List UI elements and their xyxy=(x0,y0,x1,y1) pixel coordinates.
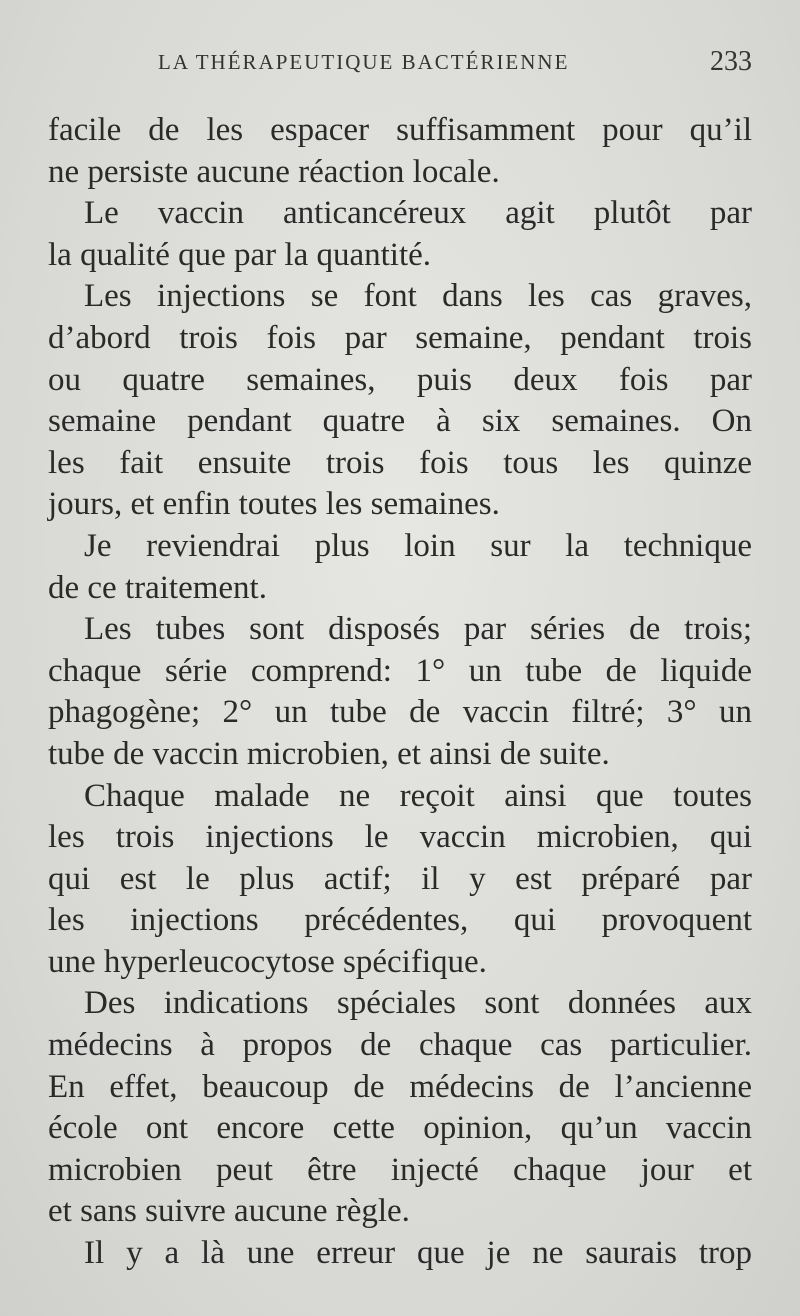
text-line: une hyperleucocytose spécifique. xyxy=(48,943,487,980)
text-line: Le vaccin anticancéreux agit plutôt par xyxy=(84,195,752,232)
page-header xyxy=(48,46,752,82)
text-line: microbien peut être injecté chaque jour et xyxy=(48,1151,752,1188)
text-line: semaine pendant quatre à six semaines. On xyxy=(48,403,752,440)
text-line: Les injections se font dans les cas graves, xyxy=(84,278,752,315)
text-line: les fait ensuite trois fois tous les quinze xyxy=(48,444,752,481)
text-line: ne persiste aucune réaction locale. xyxy=(48,153,500,190)
text-line: médecins à propos de chaque cas particulier. xyxy=(48,1027,752,1064)
text-line: de ce traitement. xyxy=(48,569,267,606)
text-line: Les tubes sont disposés par séries de trois; xyxy=(84,611,752,648)
text-line: d’abord trois fois par semaine, pendant trois xyxy=(48,319,752,356)
text-line: Je reviendrai plus loin sur la technique xyxy=(84,527,752,564)
text-line: et sans suivre aucune règle. xyxy=(48,1193,410,1230)
text-line: Chaque malade ne reçoit ainsi que toutes xyxy=(84,777,752,814)
text-line: Des indications spéciales sont données aux xyxy=(84,985,752,1022)
page-number: 233 xyxy=(710,46,752,77)
text-line: les injections précédentes, qui provoquent xyxy=(48,902,752,939)
text-line: En effet, beaucoup de médecins de l’ancienne xyxy=(48,1068,752,1105)
text-line: tube de vaccin microbien, et ainsi de suite. xyxy=(48,735,610,772)
text-line: ou quatre semaines, puis deux fois par xyxy=(48,361,752,398)
running-title: LA THÉRAPEUTIQUE BACTÉRIENNE xyxy=(158,50,570,74)
text-line: la qualité que par la quantité. xyxy=(48,236,432,273)
text-line: Il y a là une erreur que je ne saurais trop xyxy=(84,1235,752,1272)
text-line: jours, et enfin toutes les semaines. xyxy=(48,486,500,523)
text-line: phagogène; 2° un tube de vaccin filtré; 3° un xyxy=(48,694,752,731)
text-line: qui est le plus actif; il y est préparé par xyxy=(48,860,752,897)
body-text xyxy=(48,110,752,1275)
text-line: les trois injections le vaccin microbien, qui xyxy=(48,819,752,856)
text-line: facile de les espacer suffisamment pour qu’il xyxy=(48,112,752,148)
text-line: chaque série comprend: 1° un tube de liquide xyxy=(48,652,752,689)
text-line: école ont encore cette opinion, qu’un vaccin xyxy=(48,1110,752,1147)
